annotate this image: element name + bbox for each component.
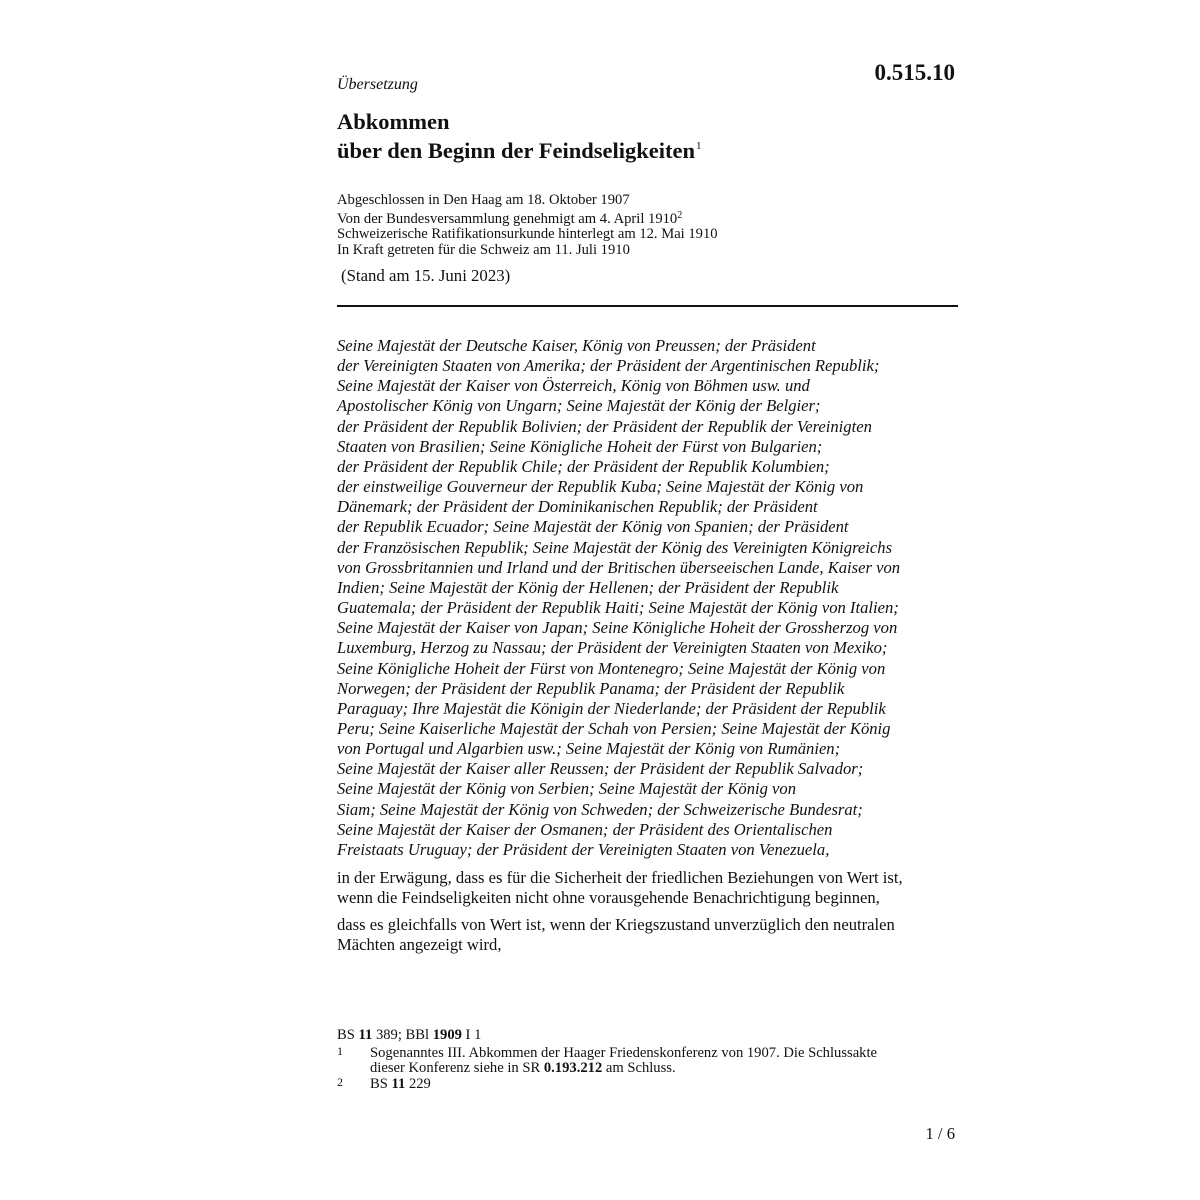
party-line: Seine Majestät der König von Serbien; Seine Majestät der König von bbox=[337, 779, 797, 799]
source-year: 1909 bbox=[432, 1027, 462, 1043]
footnote-1-number: 1 bbox=[337, 1044, 343, 1059]
party-line: Seine Majestät der Kaiser von Japan; Seine Königliche Hoheit der Grossherzog von bbox=[337, 618, 898, 638]
recital-1-line-2: wenn die Feindseligkeiten nicht ohne vorausgehende Benachrichtigung beginnen, bbox=[337, 888, 880, 908]
meta-ratified: Schweizerische Ratifikationsurkunde hinterlegt am 12. Mai 1910 bbox=[337, 226, 718, 243]
footnote-1-text-a: dieser Konferenz siehe in SR bbox=[370, 1060, 544, 1077]
source-prefix: BS bbox=[337, 1027, 359, 1043]
footnote-1-line-1: Sogenanntes III. Abkommen der Haager Friedenskonferenz von 1907. Die Schlussakte bbox=[370, 1045, 877, 1062]
footnote-2-volume: 11 bbox=[391, 1075, 406, 1092]
party-line: der Vereinigten Staaten von Amerika; der Präsident der Argentinischen Republik; bbox=[337, 356, 880, 376]
party-line: Luxemburg, Herzog zu Nassau; der Präsident der Vereinigten Staaten von Mexiko; bbox=[337, 638, 888, 658]
party-line: Peru; Seine Kaiserliche Majestät der Schah von Persien; Seine Majestät der König bbox=[337, 718, 891, 738]
party-line: Seine Majestät der Kaiser von Österreich, König von Böhmen usw. und bbox=[337, 376, 810, 396]
source-mid: 389; BBl bbox=[372, 1027, 433, 1043]
parties-list bbox=[337, 336, 967, 860]
meta-approved bbox=[337, 208, 718, 227]
party-line: Norwegen; der Präsident der Republik Panama; der Präsident der Republik bbox=[337, 678, 845, 698]
meta-approved-text: Von der Bundesversammlung genehmigt am 4. April 1910 bbox=[337, 211, 678, 228]
party-line: von Grossbritannien und Irland und der Britischen überseeischen Lande, Kaiser von bbox=[337, 557, 901, 577]
footnote-1-text-c: am Schluss. bbox=[602, 1060, 676, 1077]
footnotes bbox=[337, 1028, 977, 1092]
party-line: der Präsident der Republik Chile; der Präsident der Republik Kolumbien; bbox=[337, 456, 830, 476]
paragraph-recital-2 bbox=[337, 915, 977, 955]
party-line: Siam; Seine Majestät der König von Schweden; der Schweizerische Bundesrat; bbox=[337, 799, 863, 819]
meta-approved-footnote-ref[interactable]: 2 bbox=[677, 210, 683, 222]
party-line: Seine Majestät der Deutsche Kaiser, König von Preussen; der Präsident bbox=[337, 336, 816, 355]
party-line: Seine Majestät der Kaiser aller Reussen; der Präsident der Republik Salvador; bbox=[337, 759, 864, 779]
source-end: I 1 bbox=[461, 1027, 482, 1043]
party-line: Apostolischer König von Ungarn; Seine Majestät der König der Belgier; bbox=[337, 396, 821, 416]
party-line: Guatemala; der Präsident der Republik Haiti; Seine Majestät der König von Italien; bbox=[337, 598, 899, 618]
metadata-block bbox=[337, 193, 718, 258]
party-line: der einstweilige Gouverneur der Republik Kuba; Seine Majestät der König von bbox=[337, 477, 864, 497]
horizontal-rule bbox=[337, 305, 958, 307]
source-reference bbox=[337, 1028, 977, 1043]
translation-label: Übersetzung bbox=[337, 76, 418, 93]
party-line: Dänemark; der Präsident der Dominikanischen Republik; der Präsident bbox=[337, 497, 818, 517]
party-line: Paraguay; Ihre Majestät die Königin der Niederlande; der Präsident der Republik bbox=[337, 698, 886, 718]
recital-1-line-1: in der Erwägung, dass es für die Sicherheit der friedlichen Beziehungen von Wert ist, bbox=[337, 868, 903, 887]
document-title bbox=[337, 109, 701, 163]
footnote-1-sr-link[interactable]: 0.193.212 bbox=[543, 1060, 603, 1077]
footnote-1-line-2 bbox=[370, 1061, 977, 1076]
footnote-2 bbox=[337, 1074, 977, 1092]
title-footnote-ref[interactable]: 1 bbox=[695, 140, 702, 152]
source-volume: 11 bbox=[358, 1027, 373, 1043]
party-line: der Französischen Republik; Seine Majestät der König des Vereinigten Königreichs bbox=[337, 537, 893, 557]
meta-concluded: Abgeschlossen in Den Haag am 18. Oktober 1907 bbox=[337, 192, 630, 208]
party-line: Seine Königliche Hoheit der Fürst von Montenegro; Seine Majestät der König von bbox=[337, 658, 886, 678]
footnote-2-end: 229 bbox=[405, 1075, 431, 1092]
page-number: 1 / 6 bbox=[925, 1124, 955, 1143]
party-line: der Präsident der Republik Bolivien; der Präsident der Republik der Vereinigten bbox=[337, 416, 872, 436]
party-line: der Republik Ecuador; Seine Majestät der König von Spanien; der Präsident bbox=[337, 517, 849, 537]
party-line: Freistaats Uruguay; der Präsident der Vereinigten Staaten von Venezuela, bbox=[337, 839, 830, 859]
title-line-1: Abkommen bbox=[337, 109, 450, 134]
footnote-2-number: 2 bbox=[337, 1074, 343, 1089]
party-line: Seine Majestät der Kaiser der Osmanen; der Präsident des Orientalischen bbox=[337, 819, 833, 839]
meta-in-force: In Kraft getreten für die Schweiz am 11. Juli 1910 bbox=[337, 241, 630, 258]
paragraph-recital-1 bbox=[337, 868, 977, 908]
sr-number: 0.515.10 bbox=[874, 60, 955, 85]
party-line: Indien; Seine Majestät der König der Hellenen; der Präsident der Republik bbox=[337, 577, 839, 597]
title-line-2-text: über den Beginn der Feindseligkeiten bbox=[337, 138, 695, 163]
party-line: von Portugal und Algarbien usw.; Seine Majestät der König von Rumänien; bbox=[337, 739, 841, 759]
footnote-2-line bbox=[370, 1077, 977, 1092]
title-line-2 bbox=[337, 134, 701, 163]
recital-2-line-2: Mächten angezeigt wird, bbox=[337, 935, 502, 955]
recital-2-line-1: dass es gleichfalls von Wert ist, wenn der Kriegszustand unverzüglich den neutralen bbox=[337, 915, 895, 934]
party-line: Staaten von Brasilien; Seine Königliche Hoheit der Fürst von Bulgarien; bbox=[337, 436, 823, 456]
status-date: (Stand am 15. Juni 2023) bbox=[341, 266, 511, 285]
footnote-2-prefix: BS bbox=[370, 1075, 392, 1092]
footnote-1 bbox=[337, 1046, 977, 1076]
